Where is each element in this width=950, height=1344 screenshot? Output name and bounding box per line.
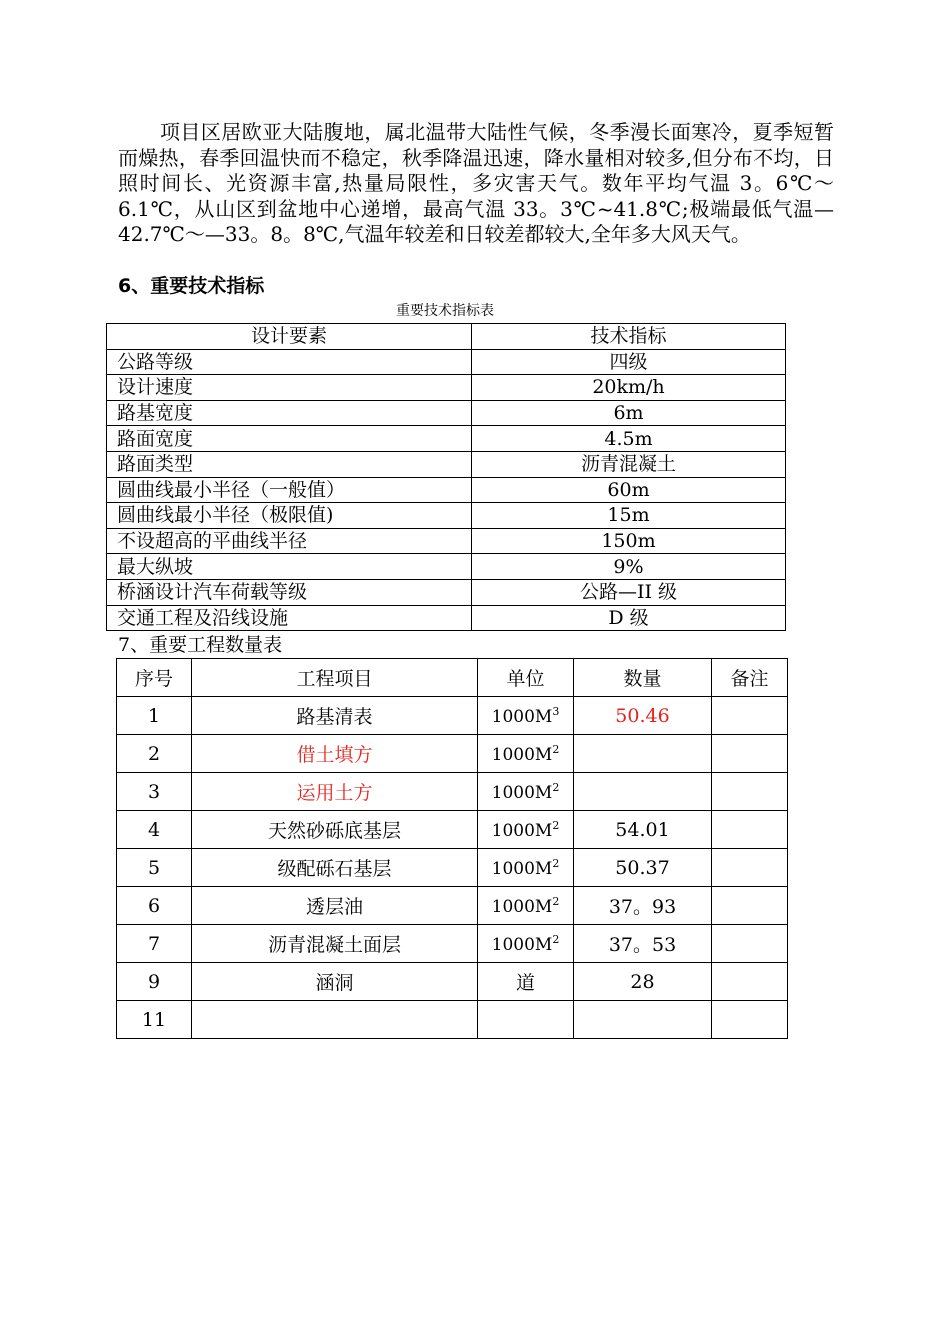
header-tech-indicator: 技术指标 <box>472 324 786 350</box>
unit-cell <box>478 925 574 963</box>
unit-cell <box>478 1001 574 1039</box>
unit-superscript: 2 <box>552 818 560 832</box>
remarks-cell <box>712 887 788 925</box>
table-row <box>117 1001 788 1039</box>
table-row <box>107 528 786 554</box>
seq-no-cell: 9 <box>117 963 192 1001</box>
unit-cell <box>478 849 574 887</box>
header-remarks: 备注 <box>712 659 788 697</box>
unit-superscript: 2 <box>552 780 560 794</box>
table-row <box>117 811 788 849</box>
design-element-cell: 路基宽度 <box>107 400 472 426</box>
design-element-cell: 最大纵坡 <box>107 554 472 580</box>
quantity-cell: 28 <box>574 963 712 1001</box>
project-item-cell: 运用土方 <box>192 773 478 811</box>
unit-superscript: 2 <box>552 856 560 870</box>
table-row <box>107 605 786 631</box>
unit-cell <box>478 735 574 773</box>
design-element-cell: 路面类型 <box>107 451 472 477</box>
unit-text: 道 <box>515 972 535 994</box>
design-element-cell: 路面宽度 <box>107 426 472 452</box>
tech-value-cell: 15m <box>472 503 786 529</box>
unit-cell <box>478 773 574 811</box>
seq-no-cell: 5 <box>117 849 192 887</box>
unit-cell <box>478 887 574 925</box>
tech-value-cell: 9% <box>472 554 786 580</box>
unit-superscript: 2 <box>552 894 560 908</box>
unit-cell <box>478 963 574 1001</box>
tech-value-cell: 60m <box>472 477 786 503</box>
project-item-cell: 沥青混凝土面层 <box>192 925 478 963</box>
table-row <box>107 349 786 375</box>
header-seq-no: 序号 <box>117 659 192 697</box>
remarks-cell <box>712 811 788 849</box>
remarks-cell <box>712 963 788 1001</box>
tech-value-cell: 4.5m <box>472 426 786 452</box>
design-element-cell: 设计速度 <box>107 375 472 401</box>
table-row <box>117 735 788 773</box>
remarks-cell <box>712 773 788 811</box>
unit-superscript: 2 <box>552 742 560 756</box>
table-row <box>107 579 786 605</box>
header-quantity: 数量 <box>574 659 712 697</box>
seq-no-cell: 11 <box>117 1001 192 1039</box>
remarks-cell <box>712 1001 788 1039</box>
header-design-element: 设计要素 <box>107 324 472 350</box>
header-unit: 单位 <box>478 659 574 697</box>
table-row <box>117 697 788 735</box>
design-element-cell: 交通工程及沿线设施 <box>107 605 472 631</box>
seq-no-cell: 7 <box>117 925 192 963</box>
tech-table-header-row <box>107 324 786 350</box>
unit-superscript: 2 <box>552 932 560 946</box>
seq-no-cell: 2 <box>117 735 192 773</box>
table-row <box>117 963 788 1001</box>
table-row <box>107 400 786 426</box>
table-row <box>107 554 786 580</box>
quantity-cell <box>574 773 712 811</box>
unit-text: 1000M <box>491 820 553 841</box>
unit-cell <box>478 811 574 849</box>
unit-cell <box>478 697 574 735</box>
remarks-cell <box>712 849 788 887</box>
seq-no-cell: 4 <box>117 811 192 849</box>
table-row <box>117 849 788 887</box>
tech-table-caption: 重要技术指标表 <box>396 303 494 319</box>
unit-text: 1000M <box>491 744 553 765</box>
table-row <box>117 773 788 811</box>
project-item-cell: 透层油 <box>192 887 478 925</box>
tech-value-cell: 150m <box>472 528 786 554</box>
unit-text: 1000M <box>491 706 553 727</box>
tech-indicators-table <box>106 323 786 631</box>
unit-superscript: 3 <box>552 704 560 718</box>
project-item-cell: 涵洞 <box>192 963 478 1001</box>
project-item-cell: 级配砾石基层 <box>192 849 478 887</box>
quantity-cell: 37。93 <box>574 887 712 925</box>
table-row <box>117 887 788 925</box>
seq-no-cell: 6 <box>117 887 192 925</box>
tech-value-cell: 公路—II 级 <box>472 579 786 605</box>
quantity-cell: 50.46 <box>574 697 712 735</box>
table-row <box>117 925 788 963</box>
unit-text: 1000M <box>491 934 553 955</box>
table-row <box>107 451 786 477</box>
quantities-header-row <box>117 659 788 697</box>
tech-value-cell: 沥青混凝土 <box>472 451 786 477</box>
design-element-cell: 圆曲线最小半径（极限值) <box>107 503 472 529</box>
design-element-cell: 桥涵设计汽车荷载等级 <box>107 579 472 605</box>
quantity-cell: 54.01 <box>574 811 712 849</box>
tech-value-cell: 20km/h <box>472 375 786 401</box>
quantity-cell: 37。53 <box>574 925 712 963</box>
project-item-cell <box>192 1001 478 1039</box>
section-7-heading: 7、重要工程数量表 <box>118 634 283 656</box>
project-item-cell: 路基清表 <box>192 697 478 735</box>
quantities-table <box>116 658 788 1039</box>
unit-text: 1000M <box>491 858 553 879</box>
tech-value-cell: 6m <box>472 400 786 426</box>
remarks-cell <box>712 735 788 773</box>
remarks-cell <box>712 697 788 735</box>
design-element-cell: 不设超高的平曲线半径 <box>107 528 472 554</box>
climate-paragraph: 项目区居欧亚大陆腹地，属北温带大陆性气候，冬季漫长面寒冷，夏季短暂而燥热，春季回温快而不稳定，秋季降温迅速，降水量相对较多,但分布不均，日照时间长、光资源丰富,热量局限性，多灾害天气。数年平均气温 3。6℃～6.1℃，从山区到盆地中心递增，最高气温 33。3℃~41.8℃;极端最低气温—42.7℃～—33。8。8℃,气温年较差和日较差都较大,全年多大风天气。 <box>118 120 834 247</box>
header-project-item: 工程项目 <box>192 659 478 697</box>
quantity-cell: 50.37 <box>574 849 712 887</box>
project-item-cell: 借土填方 <box>192 735 478 773</box>
tech-value-cell: 四级 <box>472 349 786 375</box>
design-element-cell: 圆曲线最小半径（一般值） <box>107 477 472 503</box>
table-row <box>107 477 786 503</box>
table-row <box>107 503 786 529</box>
seq-no-cell: 1 <box>117 697 192 735</box>
tech-value-cell: D 级 <box>472 605 786 631</box>
table-row <box>107 375 786 401</box>
section-6-heading: 6、重要技术指标 <box>118 275 265 297</box>
unit-text: 1000M <box>491 782 553 803</box>
table-row <box>107 426 786 452</box>
quantity-cell <box>574 1001 712 1039</box>
quantity-cell <box>574 735 712 773</box>
remarks-cell <box>712 925 788 963</box>
unit-text: 1000M <box>491 896 553 917</box>
seq-no-cell: 3 <box>117 773 192 811</box>
design-element-cell: 公路等级 <box>107 349 472 375</box>
project-item-cell: 天然砂砾底基层 <box>192 811 478 849</box>
